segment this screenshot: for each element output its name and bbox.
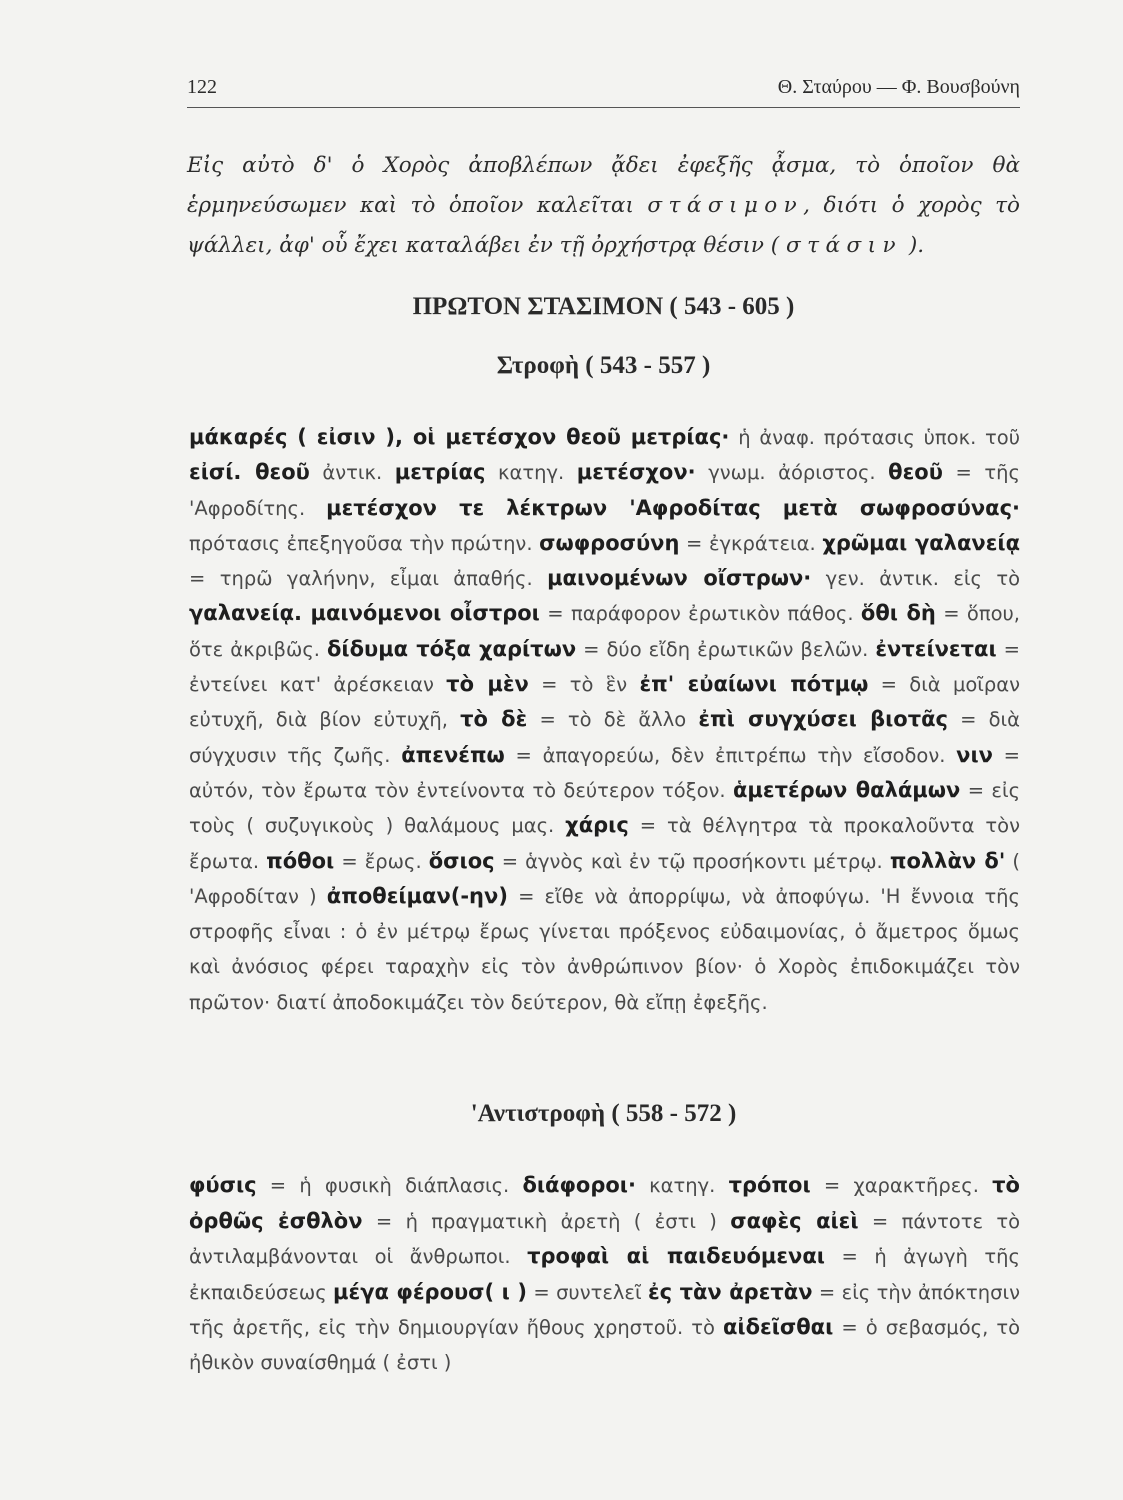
strophe-lemma: μαινομένων οἴστρων· xyxy=(547,566,812,591)
strophe-lemma: ἁμετέρων θαλάμων xyxy=(733,777,961,802)
antistrophe-commentary xyxy=(189,1168,1020,1381)
strophe-gloss: ἀντικ. xyxy=(309,461,395,485)
strophe-gloss: = ὅπου, ὅτε ἀκριβῶς. xyxy=(189,602,1020,661)
section-heading-strophe: Στροφὴ ( 543 - 557 ) xyxy=(496,352,711,379)
strophe-lemma: ἀπενέπω xyxy=(401,742,505,767)
page-number: 122 xyxy=(187,76,217,98)
antistrophe-lemma: ἐς τὰν ἀρετὰν xyxy=(647,1279,813,1304)
intro-spaced-word-1: στάσιμον xyxy=(647,193,804,218)
strophe-lemma: θεοῦ xyxy=(888,460,943,485)
strophe-lemma: ὅθι δὴ xyxy=(860,601,936,626)
section-heading-stasimon: ΠΡΩΤΟΝ ΣΤΑΣΙΜΟΝ ( 543 - 605 ) xyxy=(412,293,795,320)
antistrophe-gloss: = ὁ σεβασμός, τὸ ἠθικὸν συναίσθημά ( ἐστι ) xyxy=(189,1316,1020,1374)
strophe-gloss: πρότασις ἐπεξηγοῦσα τὴν πρώτην. xyxy=(189,531,540,555)
antistrophe-gloss: = ἡ ἀγωγὴ τῆς ἐκπαιδεύσεως xyxy=(189,1245,1020,1304)
strophe-gloss: = διὰ σύγχυσιν τῆς ζωῆς. xyxy=(189,708,1020,767)
strophe-gloss: ἡ ἀναφ. πρότασις ὑποκ. τοῦ xyxy=(729,426,1021,449)
strophe-lemma: μετέσχον τε λέκτρων 'Αφροδίτας μετὰ σωφροσύνας· xyxy=(326,495,1021,520)
strophe-lemma: μάκαρές ( εἰσιν ), οἱ μετέσχον θεοῦ μετρίας· xyxy=(189,425,730,449)
strophe-lemma: χρῶμαι γαλανείᾳ xyxy=(822,530,1020,555)
strophe-gloss: ( 'Αφροδίταν ) xyxy=(189,849,1020,908)
strophe-lemma: νιν xyxy=(956,742,993,767)
strophe-gloss: = τὸ ἓν xyxy=(528,673,640,697)
strophe-lemma: ἀποθείμαν(-ην) xyxy=(326,883,508,908)
intro-spaced-word-2: στάσιν xyxy=(786,233,902,258)
strophe-lemma: ἐντείνεται xyxy=(875,636,997,661)
strophe-gloss: = ἐντείνει κατ' ἀρέσκειαν xyxy=(189,637,1020,697)
antistrophe-lemma: τροφαὶ αἱ παιδευόμεναι xyxy=(527,1244,825,1269)
antistrophe-lemma: αἰδεῖσθαι xyxy=(722,1315,834,1340)
strophe-gloss: = εἴθε νὰ ἀπορρίψω, νὰ ἀποφύγω. 'Η ἔννοια τῆς στροφῆς εἶναι : ὁ ἐν μέτρῳ ἔρως γίνεται πρόξενος εὐδαιμονίας, ὁ ἄμετρος ὅμως καὶ ἀνόσιος φέρει ταραχὴν εἰς τὸν ἀνθρώπινον βίον· ὁ Χορὸς ἐπιδοκιμάζει τὸν πρῶτον· διατί ἀποδοκιμάζει τὸν δεύτερον, θὰ εἴπῃ ἐφεξῆς. xyxy=(189,884,1020,1014)
antistrophe-gloss: = συντελεῖ xyxy=(526,1280,648,1304)
intro-paragraph xyxy=(187,146,1020,266)
intro-text-2: , διότι ὁ χορὸς τὸ ψάλλει, ἀφ' οὗ ἔχει καταλάβει ἐν τῇ ὀρχήστρᾳ θέσιν ( xyxy=(187,193,1020,258)
antistrophe-gloss: κατηγ. xyxy=(635,1174,729,1197)
antistrophe-lemma: διάφοροι· xyxy=(522,1173,636,1197)
strophe-gloss: = δύο εἴδη ἐρωτικῶν βελῶν. xyxy=(576,637,876,661)
strophe-gloss: = τὰ θέλγητρα τὰ προκαλοῦντα τὸν ἔρωτα. xyxy=(189,814,1020,873)
strophe-gloss: = εἰς τοὺς ( συζυγικοὺς ) θαλάμους μας. xyxy=(189,778,1021,838)
strophe-commentary xyxy=(189,420,1020,1020)
strophe-lemma: μετρίας xyxy=(394,460,486,485)
antistrophe-gloss: = ἡ πραγματικὴ ἀρετὴ ( ἐστι ) xyxy=(362,1209,731,1233)
strophe-lemma: τὸ μὲν xyxy=(446,672,529,697)
antistrophe-gloss: = ἡ φυσικὴ διάπλασις. xyxy=(256,1174,523,1197)
strophe-gloss: = τὸ δὲ ἄλλο xyxy=(527,708,699,732)
strophe-lemma: γαλανείᾳ. μαινόμενοι οἶστροι xyxy=(189,601,540,626)
strophe-lemma: πόθοι xyxy=(266,848,335,873)
strophe-gloss: = διὰ μοῖραν εὐτυχῆ, διὰ βίον εὐτυχῆ, xyxy=(189,673,1020,732)
strophe-lemma: χάρις xyxy=(565,813,629,838)
section-heading-antistrophe: 'Αντιστροφὴ ( 558 - 572 ) xyxy=(470,1100,737,1127)
strophe-lemma: ἐπὶ συγχύσει βιοτᾶς xyxy=(698,707,948,732)
strophe-gloss: γεν. ἀντικ. εἰς τὸ xyxy=(811,567,1021,591)
strophe-gloss: κατηγ. xyxy=(485,461,577,485)
intro-text-1: Εἰς αὐτὸ δ' ὁ Χορὸς ἀποβλέπων ᾄδει ἐφεξῆς ᾆσμα, τὸ ὁποῖον θὰ ἑρμηνεύσωμεν καὶ τὸ ὁποῖον καλεῖται xyxy=(187,153,1020,218)
antistrophe-gloss: = πάντοτε τὸ ἀντιλαμβάνονται οἱ ἄνθρωποι. xyxy=(189,1209,1021,1269)
antistrophe-gloss: = εἰς τὴν ἀπόκτησιν τῆς ἀρετῆς, εἰς τὴν δημιουργίαν ἤθους χρηστοῦ. τὸ xyxy=(189,1280,1020,1340)
strophe-gloss: = τηρῶ γαλήνην, εἶμαι ἀπαθής. xyxy=(189,567,548,591)
strophe-gloss: = αὐτόν, τὸν ἔρωτα τὸν ἐντείνοντα τὸ δεύτερον τόξον. xyxy=(189,743,1021,802)
strophe-gloss: = ἐγκράτεια. xyxy=(679,531,823,555)
antistrophe-lemma: μέγα φέρουσ( ι ) xyxy=(333,1279,527,1304)
strophe-gloss: = παράφορον ἐρωτικὸν πάθος. xyxy=(539,602,861,626)
strophe-gloss: γνωμ. ἀόριστος. xyxy=(695,461,889,485)
strophe-gloss: = ἀπαγορεύω, δὲν ἐπιτρέπω τὴν εἴσοδον. xyxy=(504,743,957,767)
strophe-gloss: = ἁγνὸς καὶ ἐν τῷ προσήκοντι μέτρῳ. xyxy=(494,849,890,873)
strophe-lemma: σωφροσύνη xyxy=(539,530,680,555)
antistrophe-lemma: τρόποι xyxy=(728,1173,811,1197)
strophe-lemma: μετέσχον· xyxy=(576,460,696,485)
strophe-lemma: δίδυμα τόξα χαρίτων xyxy=(326,636,577,661)
antistrophe-lemma: σαφὲς αἰεὶ xyxy=(730,1208,859,1233)
antistrophe-lemma: τὸ ὀρθῶς ἐσθλὸν xyxy=(189,1173,1020,1233)
strophe-lemma: ὅσιος xyxy=(428,848,495,873)
strophe-gloss: = τῆς 'Αφροδίτης. xyxy=(189,461,1020,520)
running-header xyxy=(187,76,1020,108)
strophe-lemma: εἰσί. θεοῦ xyxy=(189,460,310,485)
strophe-lemma: τὸ δὲ xyxy=(460,707,528,732)
intro-text-3: ). xyxy=(902,233,925,258)
running-head-authors: Θ. Σταύρου — Φ. Βουσβούνη xyxy=(777,76,1020,98)
strophe-lemma: ἐπ' εὐαίωνι πότμῳ xyxy=(639,672,869,697)
strophe-lemma: πολλὰν δ' xyxy=(889,848,1006,873)
strophe-gloss: = ἔρως. xyxy=(334,849,429,873)
antistrophe-lemma: φύσις xyxy=(189,1173,257,1197)
antistrophe-gloss: = χαρακτῆρες. xyxy=(810,1174,993,1197)
